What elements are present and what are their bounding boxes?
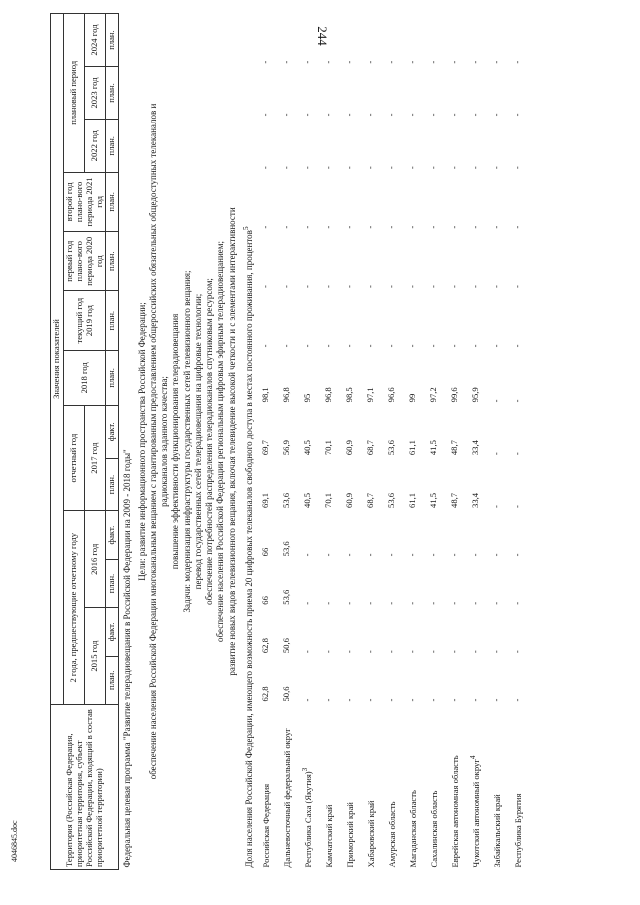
value-cell: - (448, 113, 459, 117)
value-cell: 70,1 (322, 492, 333, 508)
two-years-prior-header: 2 года, предшествующие отчетному году (63, 511, 84, 705)
value-cell: - (448, 601, 459, 605)
territory-column-header: Территория (Российская Федерация, приоритетная территория, субъект Российской Федерации, входящий в состав приоритетной территории) (51, 705, 119, 870)
table-row (276, 14, 297, 870)
value-cell: - (322, 113, 333, 117)
value-cell: 98,5 (343, 387, 354, 403)
table-row (297, 14, 318, 870)
value-cell: - (427, 650, 438, 654)
value-cell: 96,8 (280, 387, 291, 403)
value-cell: - (511, 344, 522, 348)
table-row (381, 14, 402, 870)
value-cell: - (385, 698, 396, 702)
table-row (255, 14, 276, 870)
region-name: Сахалинская область (429, 790, 440, 868)
value-cell: - (406, 553, 417, 557)
value-cell: - (259, 113, 270, 117)
value-cell: 53,6 (385, 440, 396, 456)
value-cell: - (322, 166, 333, 170)
year-2022-header: 2022 год (85, 119, 106, 172)
value-cell: 48,7 (448, 492, 459, 508)
value-cell: - (343, 285, 354, 288)
value-cell: - (280, 60, 291, 64)
value-cell: - (427, 601, 438, 605)
goal-line: перевод государственных сетей телерадиовещания на цифровые технологии; (192, 293, 203, 590)
value-cell: 61,1 (406, 440, 417, 456)
goal-line: радиоканалов заданного качества; (159, 376, 170, 507)
region-name: Амурская область (387, 801, 398, 868)
value-cell: - (385, 601, 396, 605)
value-cell: 95 (301, 393, 312, 403)
plan-label: план. (106, 291, 119, 350)
value-cell: - (511, 113, 522, 117)
region-name: Хабаровский край (366, 800, 377, 868)
value-cell: - (406, 285, 417, 288)
value-cell: - (301, 650, 312, 654)
plan-period-header: плановый период (63, 14, 84, 173)
value-cell: - (511, 285, 522, 288)
value-cell: - (343, 60, 354, 64)
value-cell: 96,8 (322, 387, 333, 403)
value-cell: 99,6 (448, 387, 459, 403)
value-cell: - (511, 166, 522, 170)
value-cell: - (448, 698, 459, 702)
region-name: Российская Федерация (261, 783, 272, 868)
value-cell: - (301, 285, 312, 288)
value-cell: - (427, 225, 438, 229)
value-cell: - (406, 225, 417, 229)
value-cell: - (448, 166, 459, 170)
value-cell: - (490, 452, 501, 456)
value-cell: - (385, 166, 396, 170)
value-cell: - (301, 601, 312, 605)
value-cell: - (427, 60, 438, 64)
plan-label: план. (106, 14, 119, 67)
goals-block (136, 14, 239, 870)
region-name: Дальневосточный федеральный округ (282, 728, 293, 868)
value-cell: - (343, 113, 354, 117)
plan-label: план. (106, 350, 119, 405)
goal-line: развитие новых видов телевизионного вещания, включая телевидение высокой четкости и с элементами интерактивности (226, 207, 237, 676)
value-cell: 33,4 (469, 492, 480, 508)
value-cell: - (280, 344, 291, 348)
value-cell: - (511, 399, 522, 403)
value-cell: 98,1 (259, 387, 270, 403)
value-cell: - (301, 113, 312, 117)
value-cell: 41,5 (427, 492, 438, 508)
value-cell: - (301, 344, 312, 348)
value-cell: - (406, 113, 417, 117)
value-cell: - (469, 113, 480, 117)
value-cell: - (511, 698, 522, 702)
value-cell: - (280, 113, 291, 117)
value-cell: - (427, 166, 438, 170)
value-cell: - (343, 650, 354, 654)
table-row (507, 14, 528, 870)
current-year-header: текущий год 2019 год (63, 291, 106, 350)
value-cell: 56,9 (280, 440, 291, 456)
value-cell: 40,5 (301, 440, 312, 456)
value-cell: 69,1 (259, 492, 270, 508)
region-name: Республика Бурятия (513, 793, 524, 868)
value-cell: 62,8 (259, 686, 270, 702)
footer-filename: 4046845.doc (10, 820, 19, 862)
plan-label: план. (106, 656, 119, 704)
table-row (423, 14, 444, 870)
value-cell: - (301, 60, 312, 64)
indicator-title: Доля населения Российской Федерации, имеющего возможность приема 20 цифровых телеканалов свободного доступа в местах постоянного проживания, процентов$^5$ (240, 226, 254, 868)
value-cell: 99 (406, 393, 417, 403)
value-cell: 60,9 (343, 440, 354, 456)
value-cell: - (385, 650, 396, 654)
value-cell: - (490, 553, 501, 557)
value-cell: - (490, 285, 501, 288)
table-row (318, 14, 339, 870)
value-cell: 69,7 (259, 440, 270, 456)
plan-label: план. (106, 458, 119, 511)
value-cell: - (385, 344, 396, 348)
value-cell: 40,5 (301, 492, 312, 508)
value-cell: - (469, 225, 480, 229)
value-cell: - (511, 650, 522, 654)
region-name: Приморский край (345, 802, 356, 868)
first-plan-year-header: первый год плано-вого периода 2020 год (63, 232, 106, 291)
value-cell: - (427, 113, 438, 117)
value-cell: - (322, 650, 333, 654)
page-number: 244 (314, 26, 330, 46)
fact-label: факт. (106, 511, 119, 559)
value-cell: - (343, 601, 354, 605)
value-cell: - (448, 285, 459, 288)
value-cell: - (490, 399, 501, 403)
value-cell: - (469, 601, 480, 605)
plan-label: план. (106, 172, 119, 231)
value-cell: - (322, 698, 333, 702)
value-cell: - (259, 344, 270, 348)
table-row (444, 14, 465, 870)
value-cell: 50,6 (280, 686, 291, 702)
value-cell: - (343, 225, 354, 229)
value-cell: - (322, 225, 333, 229)
value-cell: - (406, 698, 417, 702)
table-row (339, 14, 360, 870)
value-cell: 53,6 (280, 492, 291, 508)
value-cell: - (259, 285, 270, 288)
value-cell: - (427, 285, 438, 288)
value-cell: - (448, 650, 459, 654)
value-cell: 50,6 (280, 638, 291, 654)
value-cell: - (511, 601, 522, 605)
value-cell: - (511, 225, 522, 229)
value-cell: 97,1 (364, 387, 375, 403)
value-cell: - (385, 285, 396, 288)
goal-line: повышение эффективности функционирования телерадиовещания (170, 313, 181, 570)
value-cell: - (364, 166, 375, 170)
value-cell: - (490, 698, 501, 702)
goal-line: обеспечение населения Российской Федерации многоканальным вещанием с гарантированным предоставлением общероссийских обязательных общедоступных телеканалов и (147, 103, 158, 780)
value-cell: - (364, 601, 375, 605)
plan-label: план. (106, 232, 119, 291)
value-cell: 41,5 (427, 440, 438, 456)
indicators-title: Значения показателей (51, 14, 64, 705)
rotated-table-sheet (50, 13, 630, 870)
value-cell: - (301, 698, 312, 702)
value-cell: - (511, 505, 522, 508)
value-cell: - (490, 505, 501, 508)
value-cell: - (385, 225, 396, 229)
value-cell: 62,8 (259, 638, 270, 654)
value-cell: 95,9 (469, 387, 480, 403)
value-cell: - (259, 225, 270, 229)
value-cell: - (490, 601, 501, 605)
goal-line: Задачи: модернизация инфраструктуры государственных сетей телевизионного вещания; (181, 270, 192, 613)
value-cell: - (427, 698, 438, 702)
value-cell: - (469, 698, 480, 702)
value-cell: - (406, 601, 417, 605)
value-cell: - (406, 650, 417, 654)
value-cell: 48,7 (448, 440, 459, 456)
value-cell: - (322, 344, 333, 348)
plan-label: план. (106, 559, 119, 607)
table-row (402, 14, 423, 870)
value-cell: - (364, 225, 375, 229)
value-cell: - (427, 553, 438, 557)
value-cell: - (469, 553, 480, 557)
value-cell: - (448, 60, 459, 64)
value-cell: - (322, 553, 333, 557)
value-cell: - (364, 650, 375, 654)
value-cell: - (511, 553, 522, 557)
year-2017-header: 2017 год (85, 405, 106, 511)
value-cell: - (511, 60, 522, 64)
second-plan-year-header: второй год плано-вого периода 2021 год (63, 172, 106, 231)
plan-label: план. (106, 119, 119, 172)
value-cell: - (406, 60, 417, 64)
value-cell: - (301, 166, 312, 170)
value-cell: - (322, 285, 333, 288)
value-cell: 97,2 (427, 387, 438, 403)
plan-label: план. (106, 67, 119, 120)
region-name: Республика Саха (Якутия)$^3$ (301, 767, 314, 868)
value-cell: - (490, 225, 501, 229)
value-cell: 68,7 (364, 440, 375, 456)
value-cell: 53,6 (280, 589, 291, 605)
value-cell: - (364, 553, 375, 557)
value-cell: - (406, 344, 417, 348)
value-cell: - (364, 113, 375, 117)
value-cell: - (364, 60, 375, 64)
value-cell: 53,6 (280, 541, 291, 557)
value-cell: - (301, 553, 312, 557)
value-cell: - (448, 553, 459, 557)
value-cell: 60,9 (343, 492, 354, 508)
value-cell: - (385, 553, 396, 557)
value-cell: - (364, 698, 375, 702)
value-cell: - (385, 113, 396, 117)
year-2023-header: 2023 год (85, 67, 106, 120)
value-cell: - (427, 344, 438, 348)
value-cell: - (301, 225, 312, 229)
value-cell: - (322, 601, 333, 605)
region-name: Забайкальский край (492, 794, 503, 868)
value-cell: - (490, 113, 501, 117)
goal-line: обеспечение населения Российской Федерации региональным цифровым эфирным телерадиовещанием; (215, 241, 226, 642)
year-2016-header: 2016 год (85, 511, 106, 608)
value-cell: 66 (259, 596, 270, 605)
value-cell: 53,6 (385, 492, 396, 508)
value-cell: - (259, 60, 270, 64)
value-cell: - (343, 166, 354, 170)
value-cell: - (469, 60, 480, 64)
region-name: Еврейская автономная область (450, 755, 461, 868)
value-cell: - (280, 225, 291, 229)
value-cell: - (343, 553, 354, 557)
value-cell: 68,7 (364, 492, 375, 508)
value-cell: - (490, 166, 501, 170)
value-cell: - (259, 166, 270, 170)
value-cell: - (469, 650, 480, 654)
value-cell: 61,1 (406, 492, 417, 508)
value-cell: - (280, 166, 291, 170)
reporting-year-header: отчетный год (63, 405, 84, 511)
table-row (465, 14, 486, 870)
value-cell: - (469, 285, 480, 288)
value-cell: - (469, 344, 480, 348)
program-title: Федеральная целевая программа "Развитие телерадиовещания в Российской Федерации на 2009 - 2018 годы" (122, 449, 133, 868)
table-row (486, 14, 507, 870)
table-row (360, 14, 381, 870)
value-cell: 70,1 (322, 440, 333, 456)
year-2015-header: 2015 год (85, 608, 106, 705)
fact-label: факт. (106, 608, 119, 656)
value-cell: - (511, 452, 522, 456)
value-cell: - (448, 225, 459, 229)
value-cell: - (364, 344, 375, 348)
value-cell: - (343, 344, 354, 348)
goal-line: обеспечение потребностей распределения телерадиоканалов спутниковым ресурсом; (204, 278, 215, 605)
value-cell: - (490, 344, 501, 348)
fact-label: факт. (106, 405, 119, 458)
value-cell: 96,6 (385, 387, 396, 403)
value-cell: - (490, 650, 501, 654)
value-cell: - (322, 60, 333, 64)
year-2024-header: 2024 год (85, 14, 106, 67)
value-cell: - (385, 60, 396, 64)
value-cell: - (343, 698, 354, 702)
value-cell: 33,4 (469, 440, 480, 456)
value-cell: 66 (259, 547, 270, 557)
goal-line: Цели: развитие информационного пространства Российской Федерации; (136, 302, 147, 581)
region-name: Магаданская область (408, 790, 419, 868)
value-cell: - (469, 166, 480, 170)
value-cell: - (490, 60, 501, 64)
year-2018-header: 2018 год (63, 350, 106, 405)
value-cell: - (406, 166, 417, 170)
value-cell: - (280, 285, 291, 288)
value-cell: - (448, 344, 459, 348)
region-name: Чукотский автономный округ$^4$ (469, 755, 482, 868)
indicators-table (50, 13, 528, 870)
value-cell: - (364, 285, 375, 288)
region-name: Камчатский край (324, 804, 335, 868)
